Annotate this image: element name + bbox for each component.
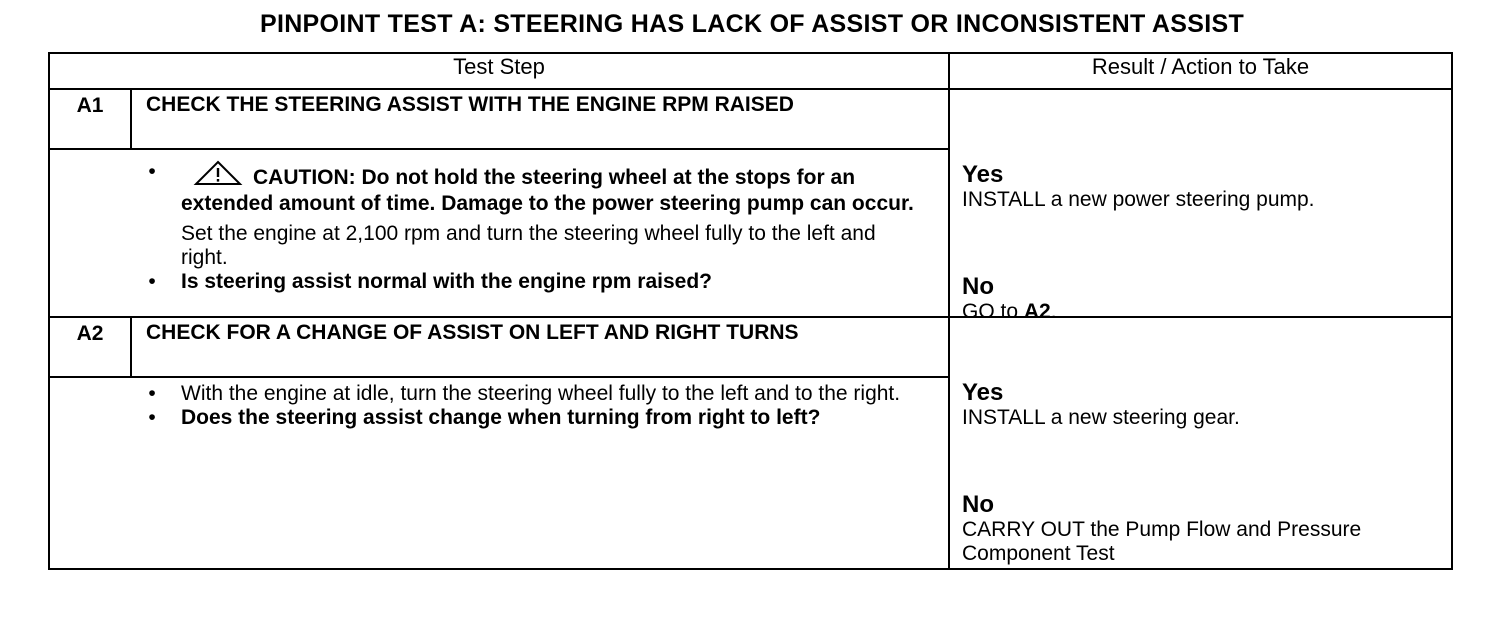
bullet: • [148,160,156,183]
no-action-suffix: . [1050,300,1057,323]
step-a2-result [949,317,1452,569]
no-label: No [962,273,994,300]
yes-action: INSTALL a new steering gear. [962,406,1240,429]
pinpoint-test-table [48,52,1453,570]
caution-text: CAUTION: Do not hold the steering wheel at the stops for an extended amount of time. Damage to the power steering pump can occur. [181,166,914,215]
blank-id-cell [49,377,131,569]
step-a2-title-row [49,317,1452,377]
question-item [145,406,928,430]
yes-label: Yes [962,161,1004,188]
bullet: • [148,270,156,293]
step-content [131,377,949,569]
step-title: CHECK FOR A CHANGE OF ASSIST ON LEFT AND RIGHT TURNS [131,317,949,377]
page-title: PINPOINT TEST A: STEERING HAS LACK OF ASSIST OR INCONSISTENT ASSIST [259,10,1245,38]
caution-item [145,160,928,216]
step-id: A1 [49,89,131,149]
no-action: CARRY OUT the Pump Flow and Pressure Component Test [962,518,1362,565]
question-text: Is steering assist normal with the engine rpm raised? [181,270,712,293]
bullet: • [148,406,156,429]
warning-triangle-icon [193,160,243,192]
header-test-step: Test Step [49,53,949,89]
header-result: Result / Action to Take [949,53,1452,89]
no-action-text: GO to [962,300,1019,323]
bullet: • [148,382,156,405]
blank-id-cell [49,149,131,317]
step-a1-result [949,89,1452,323]
step-content [131,149,949,317]
step-title: CHECK THE STEERING ASSIST WITH THE ENGINE RPM RAISED [131,89,949,149]
instruction-item [145,382,928,406]
step-a1-title-row [49,89,1452,149]
yes-action: INSTALL a new power steering pump. [962,188,1315,211]
yes-label: Yes [962,379,1004,406]
no-label: No [962,491,994,518]
table-header-row [49,53,1452,89]
step-id: A2 [49,317,131,377]
instruction-text: Set the engine at 2,100 rpm and turn the steering wheel fully to the left and right. [181,222,876,269]
goto-step-link[interactable]: A2 [1023,300,1051,323]
question-text: Does the steering assist change when turning from right to left? [181,406,821,429]
instruction-text: With the engine at idle, turn the steering wheel fully to the left and to the right. [181,382,901,405]
question-item [145,270,928,294]
